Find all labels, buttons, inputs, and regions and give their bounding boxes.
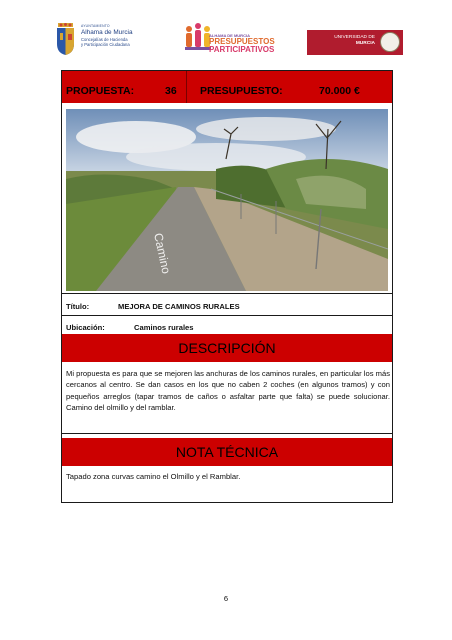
nota-tecnica-heading: NOTA TÉCNICA: [62, 438, 392, 466]
presupuesto-amount: 70.000 €: [319, 85, 360, 97]
presupuestos-place: ALHAMA DE MURCIA: [209, 33, 250, 38]
presupuestos-text: [209, 33, 275, 54]
municipality-name: Alhama de Murcia: [81, 29, 133, 36]
participativos-title: PARTICIPATIVOS: [209, 45, 275, 54]
concejalias-line: Concejalías de Hacienda: [81, 37, 128, 42]
universidad-line2: MURCIA: [355, 41, 375, 46]
coat-of-arms-icon: [55, 22, 76, 56]
nota-tecnica-text: Tapado zona curvas camino el Olmillo y el Ramblar.: [66, 472, 241, 481]
propuesta-label: PROPUESTA:: [66, 85, 135, 97]
ayuntamiento-text: [81, 24, 161, 47]
titulo-label: Título:: [66, 302, 90, 311]
ubicacion-label: Ubicación:: [66, 323, 105, 332]
universidad-line1: UNIVERSIDAD DE: [334, 35, 375, 40]
photo-watermark-text: Camino: [151, 231, 174, 276]
descripcion-text: Mi propuesta es para que se mejoren las anchuras de los caminos rurales, en particular los más cercanos al centro. Se dan casos en los que no caben 2 coches (en algunos tramos) y con pequeños arreglos (tapar tramos de caños o asfaltar parte que falta) se puede solucionar. Camino del olmillo y del ramblar.: [66, 369, 390, 413]
ubicacion-value: Caminos rurales: [134, 323, 194, 332]
presupuestos-participativos-logo: [183, 21, 275, 55]
ayuntamiento-label: AYUNTAMIENTO: [81, 24, 110, 28]
titulo-value: MEJORA DE CAMINOS RURALES: [118, 302, 240, 311]
descripcion-heading: DESCRIPCIÓN: [62, 334, 392, 362]
presupuesto-label: PRESUPUESTO:: [200, 85, 283, 97]
universidad-text: [315, 35, 375, 47]
divider: [62, 293, 392, 294]
header-divider: [186, 71, 187, 103]
page-number: 6: [223, 594, 229, 603]
propuesta-number: 36: [165, 85, 177, 97]
proposal-card: [61, 70, 393, 503]
proposal-header-row: [62, 71, 392, 103]
presupuestos-title: PRESUPUESTOS: [209, 37, 275, 46]
rural-road-photo: [66, 109, 388, 291]
universidad-murcia-logo: [307, 30, 403, 55]
divider: [62, 433, 392, 434]
participacion-line: y Participación Ciudadana: [81, 42, 130, 47]
university-seal-icon: [380, 32, 400, 52]
ayuntamiento-logo: [55, 22, 155, 58]
divider: [62, 315, 392, 316]
